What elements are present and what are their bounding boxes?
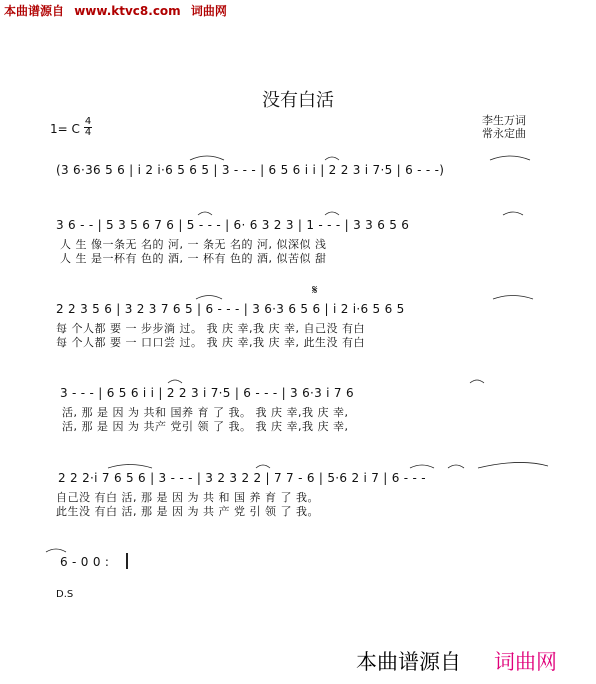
- song-title: 没有白活: [262, 90, 334, 111]
- score-row-4-lyric-2: 活, 那 是 因 为 共产 党引 领 了 我。 我 庆 幸,我 庆 幸,: [62, 420, 349, 433]
- key-signature: 1= C: [50, 122, 80, 136]
- score-row-3-notes: 2 2 3 5 6 | 3 2 3 7 6 5 | 6 - - - | 3 6·3 6 5 6 | i 2 i·6 5 6 5: [56, 302, 405, 316]
- watermark-url[interactable]: www.ktvc8.com: [74, 4, 181, 18]
- ds-marking: D.S: [56, 589, 74, 600]
- score-row-5-lyric-2: 此生没 有白 活, 那 是 因 为 共 产 党 引 领 了 我。: [56, 505, 319, 518]
- slur-arc: [493, 296, 533, 300]
- tie-arc: [46, 549, 66, 552]
- slur-arc: [196, 296, 222, 300]
- slur-arc: [190, 156, 224, 160]
- score-row-2-lyric-1: 人 生 像一条无 名的 河, 一 条无 名的 河, 似深似 浅: [60, 238, 327, 251]
- score-row-4-notes: 3 - - - | 6 5 6 i i | 2 2 3 i 7·5 | 6 - - - | 3 6·3 i 7 6: [60, 386, 354, 400]
- slur-arc: [198, 212, 212, 215]
- score-row-5-notes: 2 2 2·i 7 6 5 6 | 3 - - - | 3 2 3 2 2 | 7 7 - 6 | 5·6 2 i 7 | 6 - - -: [58, 471, 426, 485]
- score-row-4-lyric-1: 活, 那 是 因 为 共和 国养 育 了 我。 我 庆 幸,我 庆 幸,: [62, 406, 349, 419]
- composer-credit: 常永定曲: [482, 127, 526, 140]
- watermark-site: 本曲谱源自: [4, 4, 65, 18]
- time-signature-top: 4: [84, 116, 92, 127]
- footer-source-label: 本曲谱源自: [356, 650, 461, 674]
- time-signature-bottom: 4: [84, 127, 92, 138]
- slur-arc: [470, 380, 484, 383]
- segno-sign: 𝄋: [312, 283, 318, 298]
- score-row-3-lyric-1: 每 个人都 要 一 步步淌 过。 我 庆 幸,我 庆 幸, 自己没 有白: [56, 322, 365, 335]
- slur-arc: [108, 465, 152, 469]
- lyricist-credit: 李生万词: [482, 114, 526, 127]
- slur-arc: [256, 465, 270, 468]
- slur-arc: [490, 156, 530, 160]
- tie-arc: [478, 462, 548, 468]
- slur-arc: [503, 212, 523, 215]
- slur-arc: [410, 465, 434, 468]
- score-row-6-notes: 6 - 0 0 :: [60, 555, 110, 569]
- slur-arc: [325, 212, 339, 215]
- score-row-2-notes: 3 6 - - | 5 3 5 6 7 6 | 5 - - - | 6· 6 3 2 3 | 1 - - - | 3 3 6 5 6: [56, 218, 410, 232]
- score-row-5-lyric-1: 自己没 有白 活, 那 是 因 为 共 和 国 养 育 了 我。: [56, 491, 319, 504]
- score-row-2-lyric-2: 人 生 是一杯有 色的 酒, 一 杯有 色的 酒, 似苦似 甜: [60, 252, 327, 265]
- score-row-3-lyric-2: 每 个人都 要 一 口口尝 过。 我 庆 幸,我 庆 幸, 此生没 有白: [56, 336, 365, 349]
- footer-site-logo[interactable]: 词曲网: [494, 650, 557, 674]
- score-row-1-notes: (3 6·36 5 6 | i 2 i·6 5 6 5 | 3 - - - | 6 5 6 i i | 2 2 3 i 7·5 | 6 - - -): [56, 163, 445, 177]
- slur-arc: [448, 465, 464, 468]
- slur-arc: [168, 380, 182, 383]
- slur-arc: [325, 157, 339, 160]
- watermark-suffix: 词曲网: [190, 4, 227, 18]
